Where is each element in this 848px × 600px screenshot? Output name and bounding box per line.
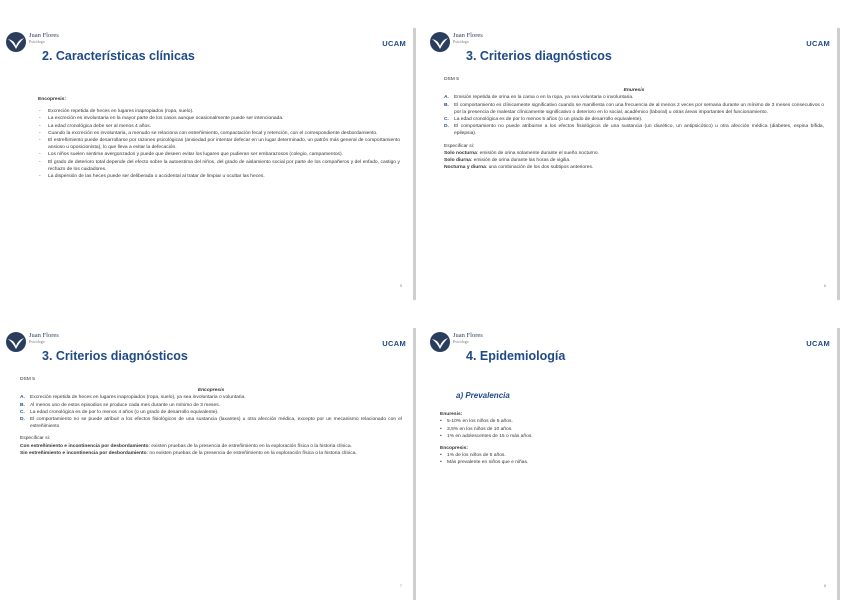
criteria-list [20,394,402,430]
slide-title: 3. Criterios diagnósticos [42,349,188,363]
bird-logo-icon [5,31,27,53]
slide-title: 4. Epidemiología [466,349,566,363]
brand-name: Juan Flores [29,32,59,39]
enuresis-list [440,418,824,440]
page-number: 5 [399,284,402,288]
slide-title: 3. Criterios diagnósticos [466,49,612,63]
brand-subtitle: Psicólogo [29,39,45,44]
dsm-label: DSM 5 [20,377,35,382]
list-item: • 5-10% en los niños de 5 años. [440,418,824,425]
list-item: - Cuando la excreción es involuntaria, a menudo se relaciona con estreñimiento, compactación fecal y retención, con el correspondiente desbordamiento. [38,130,400,137]
specifier: Solo diurna: emisión de orina durante las horas de vigilia. [444,158,571,164]
criteria-list [444,94,824,137]
criterion: A. Emisión repetida de orina en la cama o en la ropa, ya sea voluntaria o involuntaria. [444,95,634,101]
list-item: - La dispersión de las heces puede ser deliberada o accidental al tratar de limpiar u ocultar las heces. [38,173,400,180]
brand-subtitle: Psicólogo [453,39,469,44]
bird-logo-icon [429,31,451,53]
bird-logo-icon [429,331,451,353]
specifier: Nocturna y diurna: una combinación de los dos subtipos anteriores. [444,165,594,171]
criterion: B. El comportamiento es clínicamente significativo cuando se manifiesta con una frecuencia de al menos 2 veces por semana durante un mínimo de 3 meses consecutivos o por la presencia de malestar clínicamente significativo o deterioro en lo social, académico (laboral) u otras áreas importantes del funcionamiento. [444,102,824,115]
specifier: Sin estreñimiento e incontinencia por desbordamiento: no existen pruebas de la presencia de estreñimiento en la exploración física o la historia clínica. [20,450,357,456]
list-item: • 1% de los niños de 5 años. [440,452,824,459]
slide-edge [837,28,840,300]
brand [29,332,59,344]
slide-content [444,76,824,171]
slide-edge [413,328,416,600]
specifier: Solo nocturna: emisión de orina solamente durante el sueño nocturno. [444,150,599,156]
brand [29,32,59,44]
brand [453,32,483,44]
bullet-list [38,108,400,180]
section-heading: a) Prevalencia [456,391,510,400]
criterion: C. La edad cronológica es de por lo menos 4 años (o un grado de desarrollo equivalente). [20,409,219,415]
criterion: D. El comportamiento no puede atribuirse a los efectos fisiológicos de una sustancia (un diurético, un antipsicótico) u otra afección médica (diabetes, espina bífida, epilepsia). [444,124,824,137]
list-item: • Más prevalente en niños que e niñas. [440,459,824,466]
list-item: - La edad cronológica debe ser al menos 4 años. [38,123,400,130]
list-item: - El grado de deterioro total depende del efecto sobre la autoestima del niños, del grado de aislamiento social por parte de los compañeros y del enfado, castigo y rechazo de los cuidadores. [38,159,400,173]
slide-edge [413,28,416,300]
criteria-subtitle: Encopresis [197,388,225,394]
brand-name: Juan Flores [453,32,483,39]
slide-content [440,392,824,467]
slide-caracteristicas [0,28,416,300]
brand-name: Juan Flores [29,332,59,339]
ucam-logo: UCAM [806,339,830,348]
brand [453,332,483,344]
encopresis-list [440,452,824,466]
list-item: - La excreción es involuntaria en la mayor parte de los casos aunque ocasionalmente puede ser intencionada. [38,115,400,122]
list-item: - Excreción repetida de heces en lugares inapropiados (ropa, suelo). [38,108,400,115]
criterion: A. Excreción repetida de heces en lugares inapropiados (ropa, suelo), ya sea involuntaria o voluntaria. [20,395,246,401]
ucam-logo: UCAM [382,39,406,48]
list-item: • 1% en adolescentes de 15 o más años. [440,433,824,440]
slide-criterios-encopresis [0,328,416,600]
list-item: - El estreñimiento puede desarrollarse por razones psicológicas (ansiedad por intentar defecar en un lugar determinado, un patrón más general de comportamiento ansioso u oposicionista), lo que lleva a evitar la defecación. [38,137,400,151]
slide-criterios-enuresis [424,28,840,300]
brand-subtitle: Psicólogo [29,339,45,344]
slide-title: 2. Características clínicas [42,49,195,63]
specify-label: Especificar si: [20,436,51,442]
slide-edge [837,328,840,600]
ucam-logo: UCAM [806,39,830,48]
enuresis-label: Enuresis: [440,412,463,418]
criterion: B. Al menos uno de estos episodios se produce cada mes durante un mínimo de 3 meses. [20,402,221,408]
criteria-subtitle: Enuresis [623,88,645,94]
bird-logo-icon [5,331,27,353]
brand-subtitle: Psicólogo [453,339,469,344]
specifier: Con estreñimiento e incontinencia por desbordamiento: existen pruebas de la presencia de estreñimiento en la exploración física o la historia clínica. [20,443,352,449]
page-number: 7 [399,584,402,588]
brand-name: Juan Flores [453,332,483,339]
dsm-label: DSM 5 [444,77,459,82]
page-number: 8 [823,584,826,588]
slide-content [20,376,402,457]
criterion: C. La edad cronológica es de por lo menos 5 años (o un grado de desarrollo equivalente). [444,117,643,123]
page-number: 6 [823,284,826,288]
ucam-logo: UCAM [382,339,406,348]
list-item: - Los niños suelen sentirse avergonzados y puede que deseen evitar los lugares que pudieran ser embarazosos (colegio, campamentos). [38,151,400,158]
encopresis-label: Encopresis: [440,446,468,452]
slide-content [38,96,400,180]
section-heading: Encopresis: [38,97,66,102]
criterion: D. El comportamiento no se puede atribuir a los efectos fisiológicos de una sustancia (laxantes) u otra afección médica, excepto por un mecanismo relacionado con el estreñimiento [20,417,402,430]
list-item: • 3,5% en los niños de 10 años. [440,426,824,433]
specify-label: Especificar si: [444,143,475,149]
slide-epidemiologia [424,328,840,600]
